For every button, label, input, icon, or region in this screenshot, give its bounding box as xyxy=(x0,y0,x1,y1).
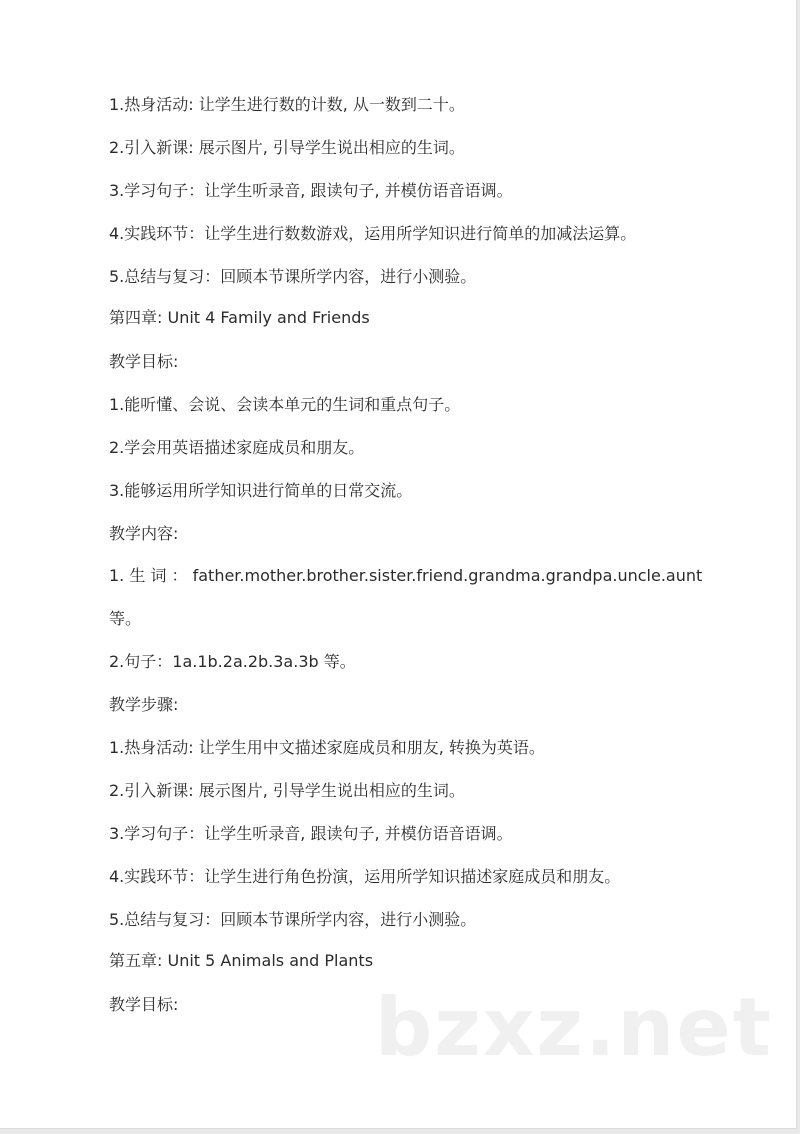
text-line: 1.热身活动: 让学生进行数的计数, 从一数到二十。 xyxy=(109,95,465,114)
text-line: 3.学习句子：让学生听录音, 跟读句子, 并模仿语音语调。 xyxy=(109,824,513,843)
text-line: 5.总结与复习：回顾本节课所学内容，进行小测验。 xyxy=(109,267,477,286)
text-line: 等。 xyxy=(109,609,142,628)
text-line: 1.热身活动: 让学生用中文描述家庭成员和朋友, 转换为英语。 xyxy=(109,738,545,757)
text-line: 2.学会用英语描述家庭成员和朋友。 xyxy=(109,438,365,457)
text-line: 2.句子：1a.1b.2a.2b.3a.3b 等。 xyxy=(109,652,356,671)
text-line: 1.能听懂、会说、会读本单元的生词和重点句子。 xyxy=(109,395,461,414)
text-line: 第五章: Unit 5 Animals and Plants xyxy=(109,951,374,970)
watermark: bzxz.net xyxy=(375,981,773,1074)
text-line: 第四章: Unit 4 Family and Friends xyxy=(109,308,370,327)
text-line: 教学步骤: xyxy=(109,695,179,714)
text-line: 3.学习句子：让学生听录音, 跟读句子, 并模仿语音语调。 xyxy=(109,181,513,200)
text-line: 5.总结与复习：回顾本节课所学内容，进行小测验。 xyxy=(109,910,477,929)
text-line: 3.能够运用所学知识进行简单的日常交流。 xyxy=(109,481,413,500)
text-line: 教学内容: xyxy=(109,524,179,543)
text-line: 2.引入新课: 展示图片, 引导学生说出相应的生词。 xyxy=(109,781,465,800)
text-line: 教学目标: xyxy=(109,352,179,371)
text-line: 4.实践环节：让学生进行角色扮演，运用所学知识描述家庭成员和朋友。 xyxy=(109,867,621,886)
text-line: 1. 生 词 ： father.mother.brother.sister.friend.grandma.grandpa.uncle.aunt xyxy=(109,566,703,585)
text-line: 4.实践环节：让学生进行数数游戏，运用所学知识进行简单的加减法运算。 xyxy=(109,224,637,243)
text-line: 教学目标: xyxy=(109,995,179,1014)
text-line: 2.引入新课: 展示图片, 引导学生说出相应的生词。 xyxy=(109,138,465,157)
